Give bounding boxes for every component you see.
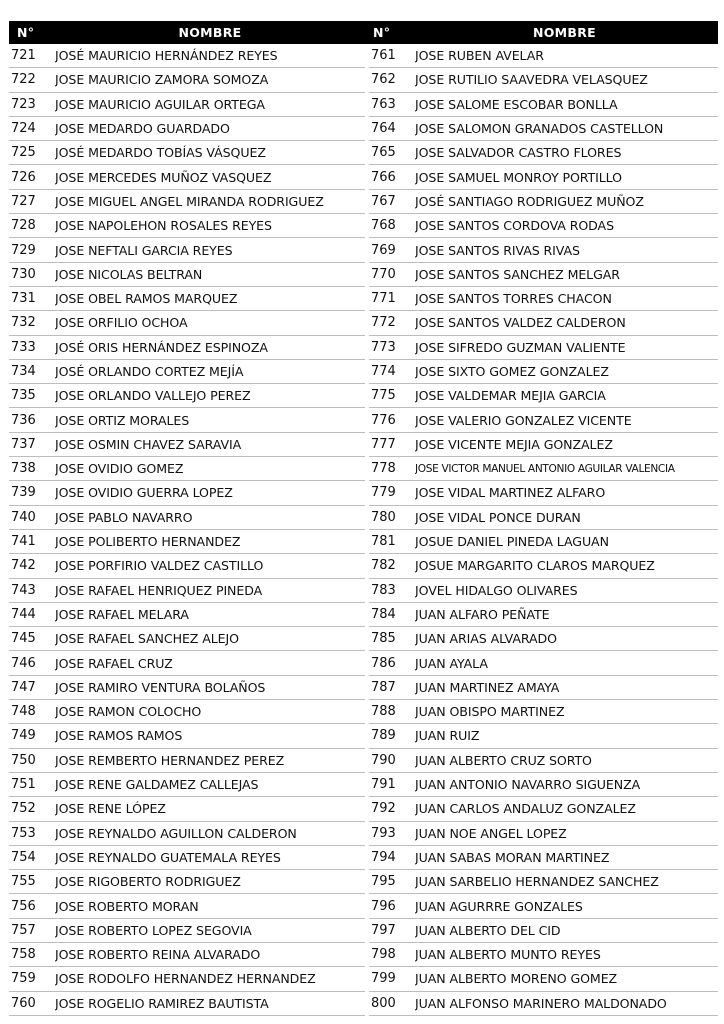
table-row bbox=[9, 967, 365, 991]
row-name: JOSE ORLANDO VALLEJO PEREZ bbox=[55, 388, 251, 404]
row-number: 771 bbox=[371, 291, 396, 307]
table-row bbox=[9, 773, 365, 797]
table-row bbox=[9, 408, 365, 432]
table-row bbox=[9, 360, 365, 384]
table-row bbox=[9, 724, 365, 748]
row-number: 731 bbox=[11, 291, 36, 307]
row-name: JUAN ALBERTO MUNTO REYES bbox=[415, 947, 601, 963]
table-row bbox=[369, 311, 718, 335]
row-name: JOSE MEDARDO GUARDADO bbox=[55, 121, 230, 137]
table-row bbox=[9, 603, 365, 627]
table-row bbox=[9, 433, 365, 457]
row-number: 789 bbox=[371, 728, 396, 744]
table-row bbox=[9, 700, 365, 724]
row-name: JOSE RAFAEL SANCHEZ ALEJO bbox=[55, 631, 239, 647]
table-row bbox=[9, 44, 365, 68]
row-name: JOSE ORFILIO OCHOA bbox=[55, 315, 188, 331]
row-name: JOSE RAMOS RAMOS bbox=[55, 728, 183, 744]
row-name: JUAN RUIZ bbox=[415, 728, 480, 744]
row-number: 779 bbox=[371, 485, 396, 501]
row-number: 795 bbox=[371, 874, 396, 890]
row-number: 773 bbox=[371, 339, 396, 355]
row-name: JOSE ROBERTO REINA ALVARADO bbox=[55, 947, 261, 963]
table-row bbox=[9, 651, 365, 675]
row-name: JUAN AGURRRE GONZALES bbox=[415, 898, 583, 914]
row-name: JOSE PORFIRIO VALDEZ CASTILLO bbox=[55, 558, 264, 574]
table-row bbox=[369, 287, 718, 311]
row-name: JOSE RUTILIO SAAVEDRA VELASQUEZ bbox=[415, 72, 648, 88]
row-number: 766 bbox=[371, 169, 396, 185]
row-number: 788 bbox=[371, 704, 396, 720]
header-name-right: NOMBRE bbox=[532, 25, 597, 40]
row-number: 727 bbox=[11, 193, 36, 209]
header-number-right: N° bbox=[373, 25, 391, 40]
table-row bbox=[9, 336, 365, 360]
table-row bbox=[9, 797, 365, 821]
table-row bbox=[369, 870, 718, 894]
row-number: 750 bbox=[11, 752, 36, 768]
table-row bbox=[369, 263, 718, 287]
table-row bbox=[9, 919, 365, 943]
row-name: JOVEL HIDALGO OLIVARES bbox=[415, 582, 578, 598]
row-number: 747 bbox=[11, 679, 36, 695]
row-number: 791 bbox=[371, 777, 396, 793]
row-name: JOSE OSMIN CHAVEZ SARAVIA bbox=[55, 436, 242, 452]
row-number: 769 bbox=[371, 242, 396, 258]
table-row bbox=[369, 919, 718, 943]
row-number: 774 bbox=[371, 364, 396, 379]
row-number: 743 bbox=[11, 582, 36, 598]
table-row bbox=[9, 846, 365, 870]
row-name: JOSE VIDAL MARTINEZ ALFARO bbox=[415, 485, 606, 501]
table-row bbox=[9, 676, 365, 700]
row-number: 724 bbox=[11, 121, 36, 137]
header-name-left: NOMBRE bbox=[178, 25, 242, 40]
row-name: JOSE RUBEN AVELAR bbox=[415, 48, 544, 64]
row-name: JUAN ALBERTO MORENO GOMEZ bbox=[415, 971, 618, 987]
row-name: JUAN ALFARO PEÑATE bbox=[415, 606, 550, 622]
row-number: 763 bbox=[371, 96, 396, 112]
row-name: JUAN AYALA bbox=[415, 655, 488, 671]
table-row bbox=[9, 749, 365, 773]
row-name: JOSE RENE GALDAMEZ CALLEJAS bbox=[55, 777, 259, 793]
row-number: 794 bbox=[371, 849, 396, 865]
row-name: JUAN NOE ANGEL LOPEZ bbox=[415, 825, 567, 841]
row-number: 785 bbox=[371, 631, 396, 647]
row-name: JOSE REYNALDO GUATEMALA REYES bbox=[55, 849, 281, 865]
table-row bbox=[369, 190, 718, 214]
header-number-left: N° bbox=[17, 25, 35, 40]
table-row bbox=[9, 457, 365, 481]
table-row bbox=[9, 943, 365, 967]
row-name: JOSE VIDAL PONCE DURAN bbox=[415, 509, 581, 525]
table-row bbox=[369, 676, 718, 700]
row-number: 764 bbox=[371, 121, 396, 137]
row-name: JOSE ROGELIO RAMIREZ BAUTISTA bbox=[55, 995, 269, 1011]
row-number: 768 bbox=[371, 218, 396, 234]
row-number: 721 bbox=[11, 48, 36, 64]
row-name: JOSE RENE LÓPEZ bbox=[55, 801, 166, 817]
row-number: 753 bbox=[11, 825, 36, 841]
row-number: 734 bbox=[11, 364, 36, 379]
row-name: JUAN CARLOS ANDALUZ GONZALEZ bbox=[415, 801, 636, 817]
row-name: JUAN ALFONSO MARINERO MALDONADO bbox=[415, 995, 667, 1011]
name-list-table bbox=[9, 21, 718, 1016]
row-name: JOSE SALOMON GRANADOS CASTELLON bbox=[415, 121, 664, 137]
table-row bbox=[9, 870, 365, 894]
row-name: JOSE RAFAEL HENRIQUEZ PINEDA bbox=[55, 582, 263, 598]
row-number: 782 bbox=[371, 558, 396, 574]
row-number: 739 bbox=[11, 485, 36, 501]
table-row bbox=[369, 408, 718, 432]
row-name: JUAN SARBELIO HERNANDEZ SANCHEZ bbox=[415, 874, 659, 890]
row-number: 735 bbox=[11, 388, 36, 404]
table-header bbox=[9, 21, 718, 44]
row-name: JOSE RAFAEL CRUZ bbox=[55, 655, 173, 671]
table-row bbox=[369, 773, 718, 797]
table-row bbox=[369, 506, 718, 530]
row-name: JOSE SANTOS RIVAS RIVAS bbox=[415, 242, 580, 258]
row-name: JOSE SIFREDO GUZMAN VALIENTE bbox=[415, 339, 626, 355]
row-number: 730 bbox=[11, 266, 36, 282]
row-number: 798 bbox=[371, 947, 396, 963]
row-name: JOSE POLIBERTO HERNANDEZ bbox=[55, 534, 241, 550]
table-row bbox=[369, 627, 718, 651]
row-number: 762 bbox=[371, 72, 396, 88]
row-name: JOSE MAURICIO AGUILAR ORTEGA bbox=[55, 96, 265, 112]
row-number: 742 bbox=[11, 558, 36, 574]
row-number: 733 bbox=[11, 339, 36, 355]
table-row bbox=[9, 579, 365, 603]
row-name: JOSE RAFAEL MELARA bbox=[55, 606, 189, 622]
row-number: 770 bbox=[371, 266, 396, 282]
row-name: JOSE OVIDIO GOMEZ bbox=[55, 461, 184, 477]
table-row bbox=[369, 141, 718, 165]
row-name: JOSE MIGUEL ANGEL MIRANDA RODRIGUEZ bbox=[55, 193, 324, 209]
table-row bbox=[9, 214, 365, 238]
table-body bbox=[9, 44, 718, 1016]
table-row bbox=[369, 846, 718, 870]
row-name: JOSE OVIDIO GUERRA LOPEZ bbox=[55, 485, 233, 501]
table-row bbox=[9, 822, 365, 846]
row-number: 767 bbox=[371, 193, 396, 209]
row-name: JOSÉ MEDARDO TOBÍAS VÁSQUEZ bbox=[55, 145, 266, 161]
row-number: 790 bbox=[371, 752, 396, 768]
row-number: 786 bbox=[371, 655, 396, 671]
row-name: JOSUE DANIEL PINEDA LAGUAN bbox=[415, 534, 609, 550]
row-number: 754 bbox=[11, 849, 36, 865]
table-row bbox=[369, 651, 718, 675]
row-name: JOSÉ ORIS HERNÁNDEZ ESPINOZA bbox=[55, 339, 268, 355]
table-row bbox=[9, 992, 365, 1016]
row-number: 729 bbox=[11, 242, 36, 258]
row-number: 775 bbox=[371, 388, 396, 404]
row-name: JOSE NEFTALI GARCIA REYES bbox=[55, 242, 233, 258]
row-number: 741 bbox=[11, 534, 36, 550]
row-number: 725 bbox=[11, 145, 36, 161]
row-name: JUAN ALBERTO DEL CID bbox=[415, 922, 561, 938]
row-number: 760 bbox=[11, 995, 36, 1011]
row-name: JOSE RIGOBERTO RODRIGUEZ bbox=[55, 874, 241, 890]
table-row bbox=[369, 992, 718, 1016]
row-name: JOSE RAMIRO VENTURA BOLAÑOS bbox=[55, 679, 266, 695]
row-name: JOSE NAPOLEHON ROSALES REYES bbox=[55, 218, 272, 234]
table-row bbox=[369, 943, 718, 967]
row-name: JUAN OBISPO MARTINEZ bbox=[415, 704, 565, 720]
row-name: JOSE VALERIO GONZALEZ VICENTE bbox=[415, 412, 632, 428]
table-row bbox=[369, 457, 718, 481]
row-number: 787 bbox=[371, 679, 396, 695]
row-name: JUAN SABAS MORAN MARTINEZ bbox=[415, 849, 610, 865]
row-number: 776 bbox=[371, 412, 396, 428]
row-name: JOSE MAURICIO ZAMORA SOMOZA bbox=[55, 72, 269, 88]
row-name: JUAN ARIAS ALVARADO bbox=[415, 631, 557, 647]
table-row bbox=[369, 433, 718, 457]
row-number: 757 bbox=[11, 922, 36, 938]
row-name: JOSE SANTOS CORDOVA RODAS bbox=[415, 218, 614, 234]
row-number: 799 bbox=[371, 971, 396, 987]
row-number: 800 bbox=[371, 995, 396, 1011]
table-row bbox=[369, 797, 718, 821]
row-number: 745 bbox=[11, 631, 36, 647]
row-name: JOSE SAMUEL MONROY PORTILLO bbox=[415, 169, 622, 185]
table-row bbox=[369, 165, 718, 189]
row-number: 780 bbox=[371, 509, 396, 525]
row-name: JOSE SANTOS TORRES CHACON bbox=[415, 291, 612, 307]
table-row bbox=[369, 967, 718, 991]
right-column bbox=[365, 44, 718, 1016]
row-name: JUAN ANTONIO NAVARRO SIGUENZA bbox=[415, 777, 641, 793]
row-number: 755 bbox=[11, 874, 36, 890]
row-number: 737 bbox=[11, 436, 36, 452]
table-row bbox=[9, 506, 365, 530]
table-row bbox=[9, 311, 365, 335]
row-number: 740 bbox=[11, 509, 36, 525]
row-name: JOSE RAMON COLOCHO bbox=[55, 704, 202, 720]
row-name: JOSE VICTOR MANUEL ANTONIO AGUILAR VALENCIA bbox=[415, 462, 675, 475]
row-number: 748 bbox=[11, 704, 36, 720]
row-number: 746 bbox=[11, 655, 36, 671]
row-number: 723 bbox=[11, 96, 36, 112]
table-row bbox=[9, 481, 365, 505]
row-number: 783 bbox=[371, 582, 396, 598]
row-name: JOSE ROBERTO MORAN bbox=[55, 898, 199, 914]
row-name: JOSE ROBERTO LOPEZ SEGOVIA bbox=[55, 922, 252, 938]
table-row bbox=[9, 141, 365, 165]
row-name: JOSÉ SANTIAGO RODRIGUEZ MUÑOZ bbox=[415, 193, 644, 209]
row-name: JOSE RODOLFO HERNANDEZ HERNANDEZ bbox=[55, 971, 316, 987]
row-name: JOSUE MARGARITO CLAROS MARQUEZ bbox=[415, 558, 655, 574]
row-name: JOSE VICENTE MEJIA GONZALEZ bbox=[415, 436, 613, 452]
row-name: JOSE NICOLAS BELTRAN bbox=[55, 266, 203, 282]
row-name: JOSÉ MAURICIO HERNÁNDEZ REYES bbox=[55, 48, 278, 64]
table-row bbox=[369, 214, 718, 238]
row-number: 784 bbox=[371, 606, 396, 622]
table-row bbox=[369, 749, 718, 773]
table-row bbox=[369, 894, 718, 918]
row-number: 752 bbox=[11, 801, 36, 817]
table-row bbox=[9, 287, 365, 311]
table-row bbox=[369, 238, 718, 262]
table-row bbox=[9, 384, 365, 408]
table-row bbox=[369, 700, 718, 724]
table-row bbox=[9, 627, 365, 651]
table-row bbox=[9, 190, 365, 214]
table-row bbox=[9, 554, 365, 578]
row-number: 797 bbox=[371, 922, 396, 938]
row-number: 796 bbox=[371, 898, 396, 914]
row-name: JOSÉ ORLANDO CORTEZ MEJÍA bbox=[55, 364, 244, 379]
row-name: JOSE ORTIZ MORALES bbox=[55, 412, 190, 428]
table-row bbox=[369, 117, 718, 141]
row-number: 781 bbox=[371, 534, 396, 550]
table-row bbox=[9, 117, 365, 141]
table-row bbox=[369, 68, 718, 92]
table-row bbox=[369, 530, 718, 554]
table-row bbox=[369, 481, 718, 505]
table-row bbox=[369, 554, 718, 578]
row-number: 751 bbox=[11, 777, 36, 793]
row-number: 744 bbox=[11, 606, 36, 622]
table-row bbox=[9, 165, 365, 189]
table-row bbox=[369, 384, 718, 408]
row-number: 778 bbox=[371, 461, 396, 477]
table-row bbox=[369, 336, 718, 360]
row-number: 728 bbox=[11, 218, 36, 234]
row-name: JOSE OBEL RAMOS MARQUEZ bbox=[55, 291, 238, 307]
table-row bbox=[369, 44, 718, 68]
row-number: 758 bbox=[11, 947, 36, 963]
row-number: 759 bbox=[11, 971, 36, 987]
row-number: 756 bbox=[11, 898, 36, 914]
row-name: JOSE SALOME ESCOBAR BONLLA bbox=[415, 96, 618, 112]
row-name: JOSE MERCEDES MUÑOZ VASQUEZ bbox=[55, 169, 272, 185]
left-column bbox=[9, 44, 365, 1016]
row-name: JOSE SANTOS VALDEZ CALDERON bbox=[415, 315, 626, 331]
row-number: 772 bbox=[371, 315, 396, 331]
row-number: 732 bbox=[11, 315, 36, 331]
row-number: 761 bbox=[371, 48, 396, 64]
row-name: JOSE SIXTO GOMEZ GONZALEZ bbox=[415, 364, 609, 379]
row-number: 722 bbox=[11, 72, 36, 88]
table-row bbox=[9, 238, 365, 262]
row-number: 777 bbox=[371, 436, 396, 452]
table-row bbox=[9, 530, 365, 554]
table-row bbox=[369, 579, 718, 603]
row-name: JUAN ALBERTO CRUZ SORTO bbox=[415, 752, 592, 768]
table-row bbox=[9, 93, 365, 117]
table-row bbox=[369, 360, 718, 384]
table-row bbox=[369, 822, 718, 846]
table-row bbox=[9, 894, 365, 918]
row-number: 726 bbox=[11, 169, 36, 185]
table-row bbox=[9, 68, 365, 92]
row-number: 765 bbox=[371, 145, 396, 161]
table-row bbox=[369, 603, 718, 627]
row-name: JOSE REMBERTO HERNANDEZ PEREZ bbox=[55, 752, 285, 768]
row-number: 738 bbox=[11, 461, 36, 477]
row-number: 792 bbox=[371, 801, 396, 817]
row-name: JOSE SANTOS SANCHEZ MELGAR bbox=[415, 266, 620, 282]
row-number: 749 bbox=[11, 728, 36, 744]
table-row bbox=[9, 263, 365, 287]
row-name: JOSE REYNALDO AGUILLON CALDERON bbox=[55, 825, 297, 841]
row-number: 793 bbox=[371, 825, 396, 841]
row-name: JOSE VALDEMAR MEJIA GARCIA bbox=[415, 388, 606, 404]
row-name: JUAN MARTINEZ AMAYA bbox=[415, 679, 560, 695]
table-row bbox=[369, 724, 718, 748]
row-number: 736 bbox=[11, 412, 36, 428]
row-name: JOSE SALVADOR CASTRO FLORES bbox=[415, 145, 622, 161]
row-name: JOSE PABLO NAVARRO bbox=[55, 509, 193, 525]
table-row bbox=[369, 93, 718, 117]
